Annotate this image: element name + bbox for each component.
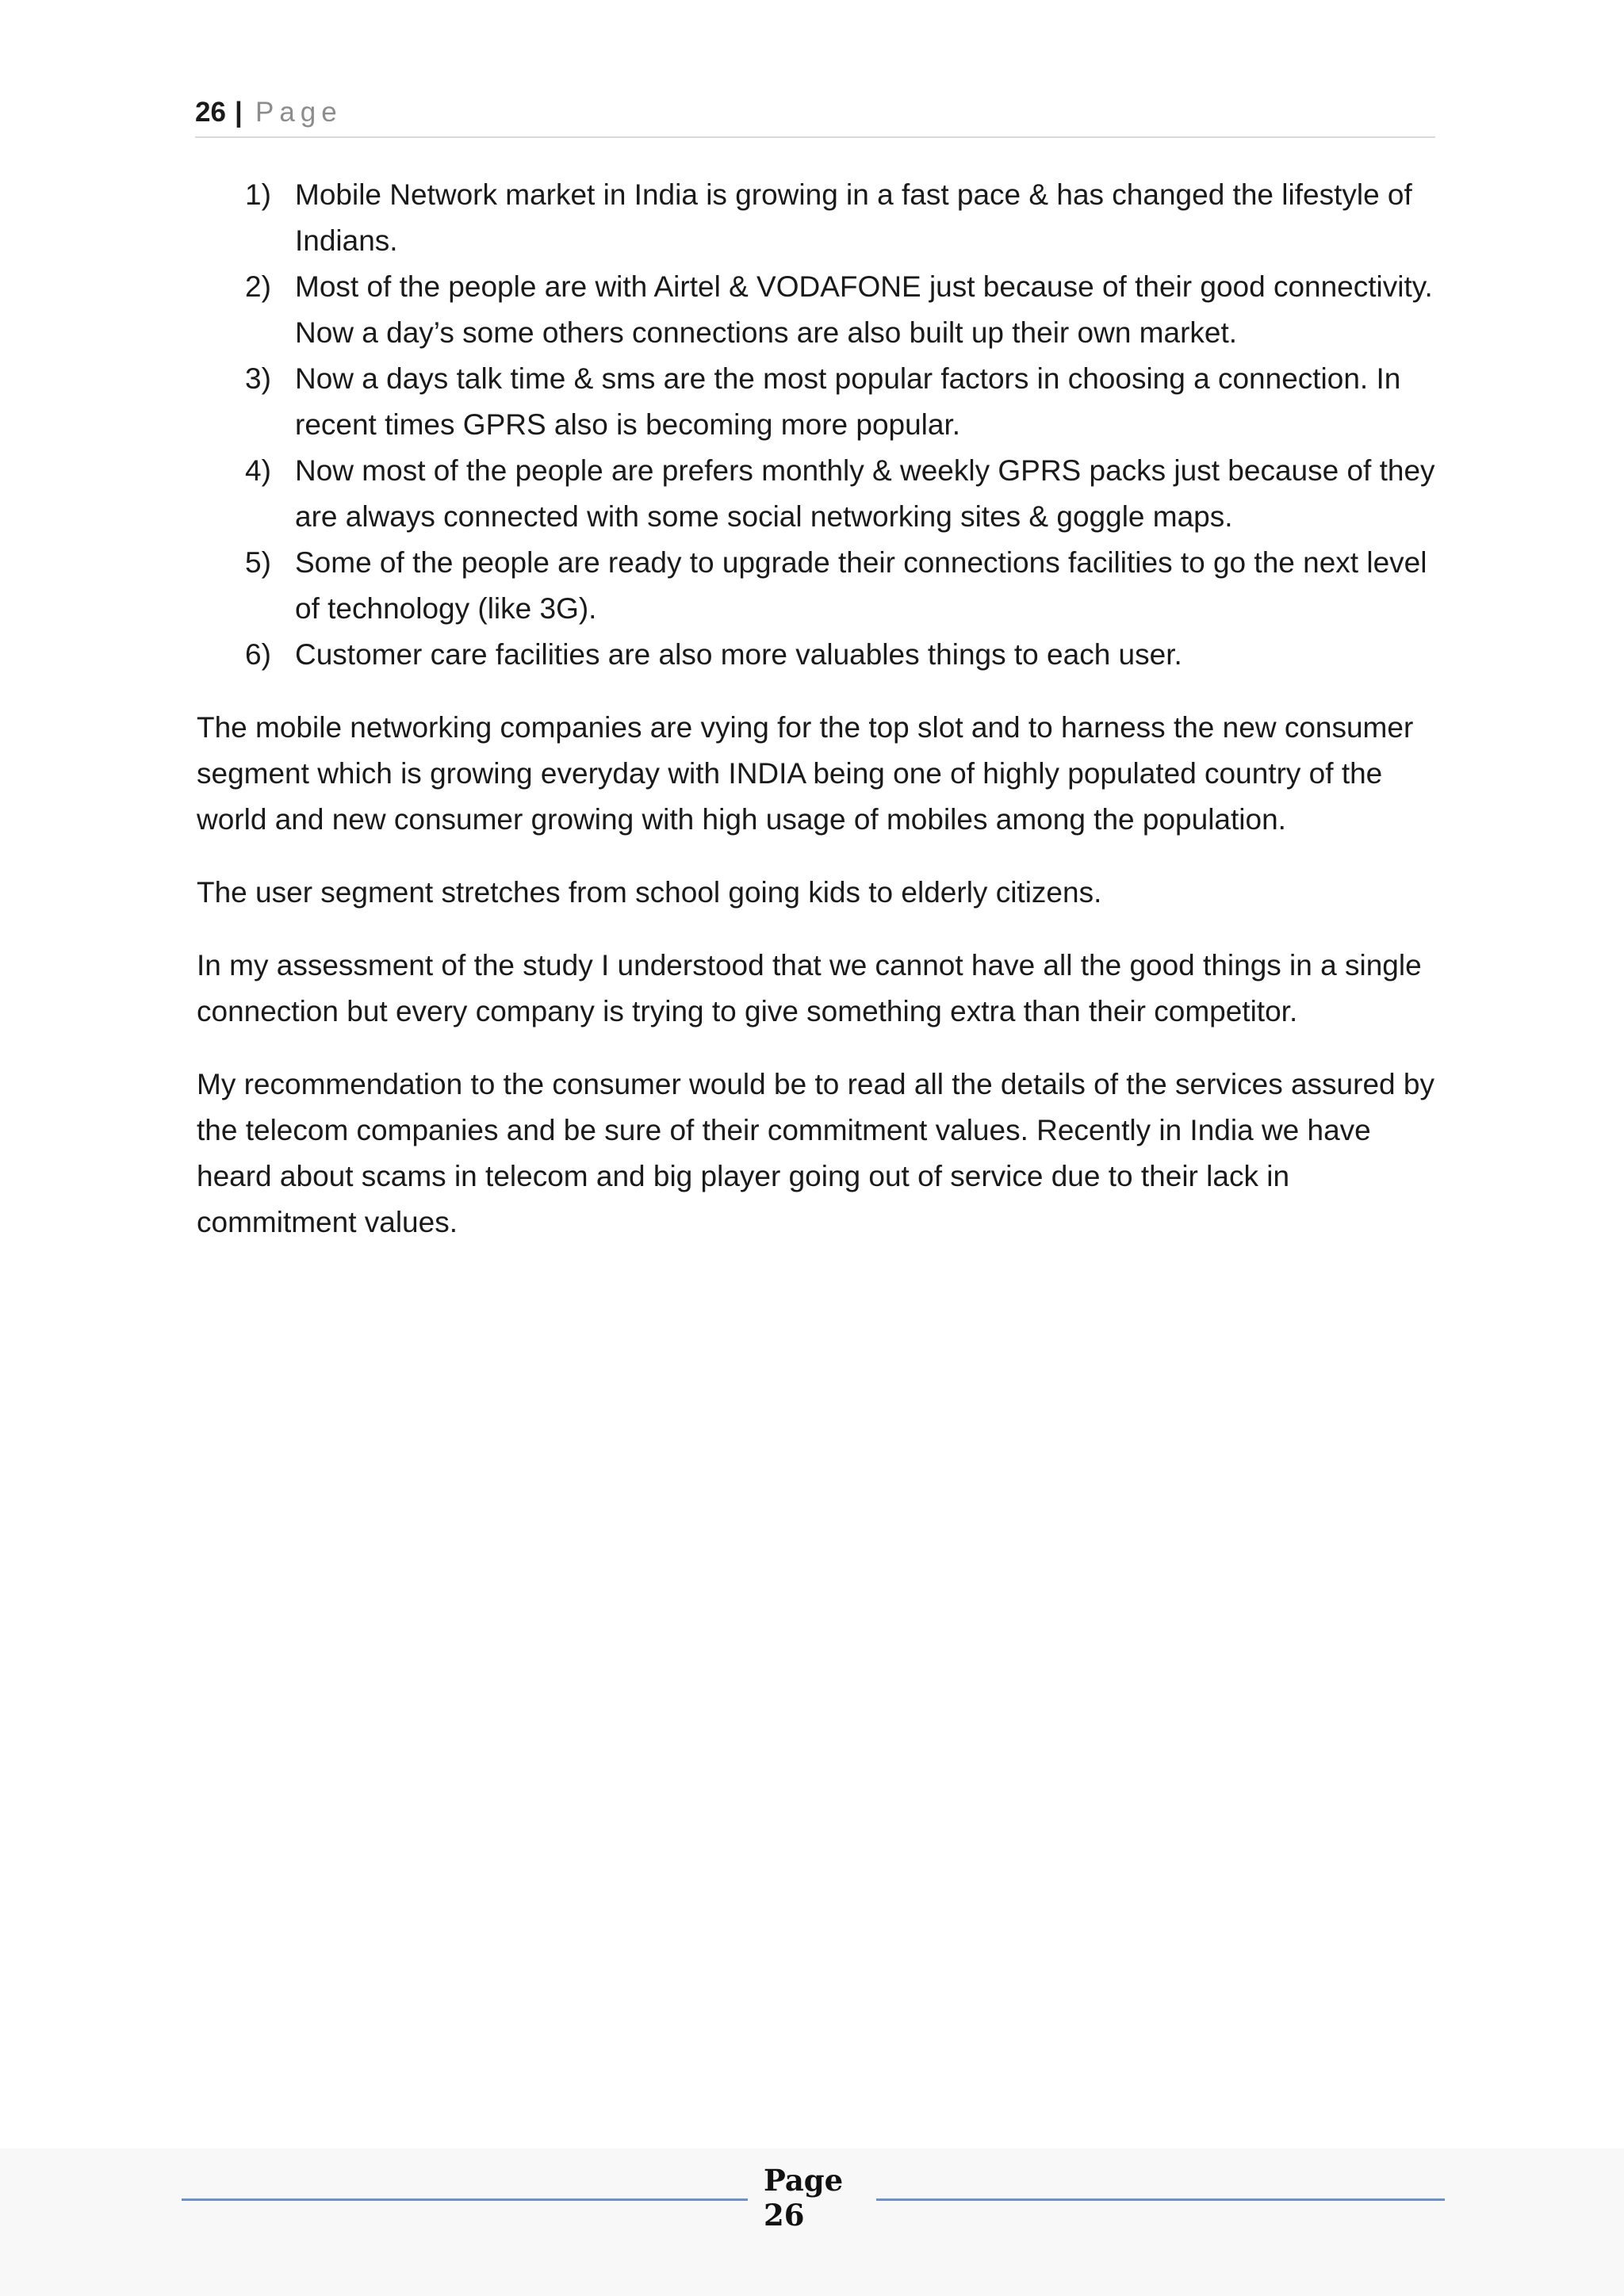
paragraph-market-competition: The mobile networking companies are vying for the top slot and to harness the new consumer segment which is growing everyday with INDIA being one of highly populated country of the world and new consumer growing with high usage of mobiles among the population. <box>197 711 1414 836</box>
list-item-text: Some of the people are ready to upgrade their connections facilities to go the next level of technology (like 3G). <box>295 546 1427 625</box>
list-item-number: 4) <box>245 454 271 487</box>
footer-page-number: 26 <box>764 2198 805 2233</box>
list-item-text: Customer care facilities are also more valuables things to each user. <box>295 638 1182 671</box>
findings-list <box>197 172 1435 678</box>
list-item <box>197 356 1435 448</box>
list-item-number: 2) <box>245 270 271 303</box>
list-item-text: Most of the people are with Airtel & VODAFONE just because of their good connectivity. Now a day’s some others connections are also built up their own market. <box>295 270 1433 349</box>
header-page-number: 26 <box>195 97 226 128</box>
list-item-number: 6) <box>245 638 271 671</box>
list-item <box>197 448 1435 540</box>
footer-rule-left <box>182 2198 748 2201</box>
list-item <box>197 632 1435 678</box>
header-page-word: Page <box>255 97 343 128</box>
list-item-number: 3) <box>245 362 271 395</box>
header-separator: | <box>235 97 243 128</box>
page-header <box>195 94 1435 138</box>
list-item <box>197 264 1435 356</box>
list-item-number: 1) <box>245 178 271 211</box>
page-footer <box>0 2149 1624 2296</box>
footer-page-label <box>764 2163 843 2233</box>
paragraph-assessment: In my assessment of the study I understood that we cannot have all the good things in a single connection but every company is trying to give something extra than their competitor. <box>197 949 1422 1027</box>
list-item <box>197 172 1435 264</box>
paragraph-user-segment: The user segment stretches from school going kids to elderly citizens. <box>197 876 1102 909</box>
paragraph-recommendation: My recommendation to the consumer would be to read all the details of the services assured by the telecom companies and be sure of their commitment values. Recently in India we have heard about scams in telecom and big player going out of service due to their lack in commitment values. <box>197 1068 1434 1238</box>
list-item <box>197 540 1435 632</box>
footer-page-word: Page <box>764 2163 844 2198</box>
footer-rule-right <box>876 2198 1445 2201</box>
list-item-text: Now most of the people are prefers monthly & weekly GPRS packs just because of they are always connected with some social networking sites & goggle maps. <box>295 454 1435 533</box>
list-item-text: Mobile Network market in India is growing in a fast pace & has changed the lifestyle of Indians. <box>295 178 1412 257</box>
list-item-text: Now a days talk time & sms are the most popular factors in choosing a connection. In recent times GPRS also is becoming more popular. <box>295 362 1401 441</box>
list-item-number: 5) <box>245 546 271 579</box>
page-content <box>197 172 1435 1272</box>
